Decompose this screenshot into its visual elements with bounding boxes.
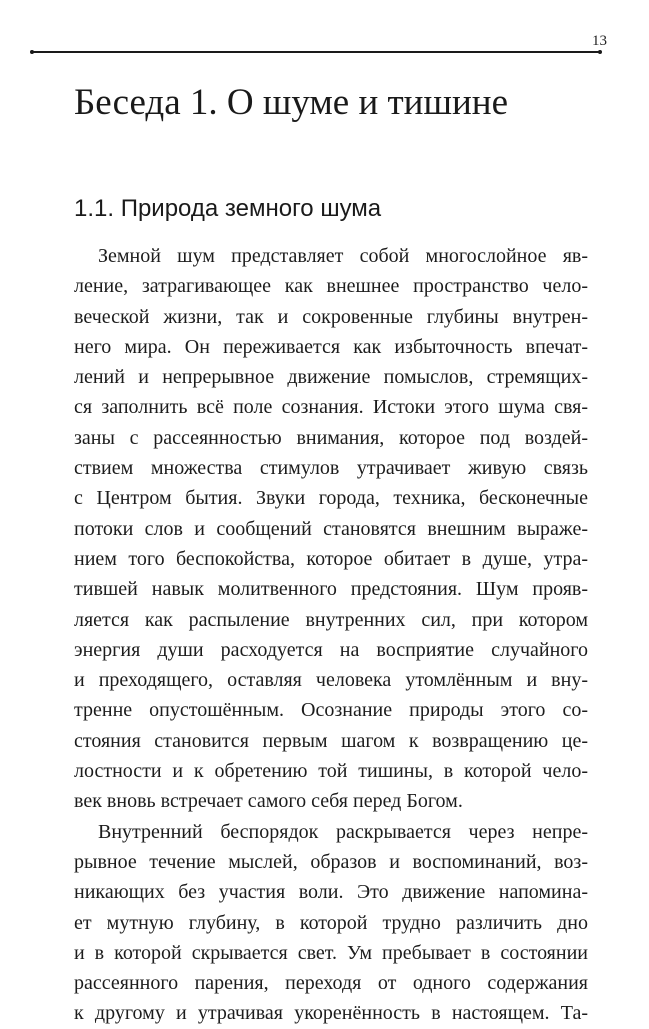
text-line: век вновь встречает самого себя перед Богом. [74, 790, 463, 813]
chapter-title: Беседа 1. О шуме и тишине [74, 82, 508, 123]
paragraph [74, 241, 588, 817]
text-line: Внутренний беспорядок раскрывается через непре- [98, 820, 588, 843]
text-line: тренне опустошённым. Осознание природы этого со- [74, 699, 588, 722]
text-line: лений и непрерывное движение помыслов, стремящих- [74, 366, 588, 389]
text-line: к другому и утрачивая укоренённость в настоящем. Та- [74, 1002, 588, 1025]
text-line: него мира. Он переживается как избыточность впечат- [74, 335, 588, 358]
text-line: нием того беспокойства, которое обитает в душе, утра- [74, 547, 588, 570]
header-rule [32, 51, 600, 53]
body-text [74, 241, 588, 1029]
text-line: тившей навык молитвенного предстояния. Шум прояв- [74, 578, 588, 601]
text-line: Земной шум представляет собой многослойное яв- [98, 245, 588, 267]
text-line: веческой жизни, так и сокровенные глубины внутрен- [74, 305, 588, 328]
text-line: рывное течение мыслей, образов и воспоминаний, воз- [74, 850, 588, 873]
text-line: ствием множества стимулов утрачивает живую связь [74, 457, 588, 480]
text-line: и в которой скрывается свет. Ум пребывает в состоянии [74, 941, 588, 964]
text-line: ляется как распыление внутренних сил, при котором [74, 608, 588, 631]
text-line: ся заполнить всё поле сознания. Истоки этого шума свя- [74, 396, 588, 419]
text-line: с Центром бытия. Звуки города, техника, бесконечные [74, 487, 588, 510]
text-line: лостности и к обретению той тишины, в которой чело- [74, 760, 588, 783]
page-number: 13 [592, 33, 607, 49]
text-line: ет мутную глубину, в которой трудно различить дно [74, 911, 588, 934]
text-line: никающих без участия воли. Это движение напомина- [74, 881, 588, 904]
paragraph [74, 817, 588, 1029]
text-line: рассеянного парения, переходя от одного содержания [74, 972, 588, 995]
text-line: заны с рассеянностью внимания, которое под воздей- [74, 426, 588, 449]
text-line: энергия души расходуется на восприятие случайного [74, 638, 588, 661]
text-line: и преходящего, оставляя человека утомлённым и вну- [74, 669, 588, 692]
text-line: стояния становится первым шагом к возвращению це- [74, 729, 588, 752]
section-title: 1.1. Природа земного шума [74, 195, 382, 222]
text-line: потоки слов и сообщений становятся внешним выраже- [74, 517, 588, 540]
text-line: ление, затрагивающее как внешнее пространство чело- [74, 275, 588, 298]
